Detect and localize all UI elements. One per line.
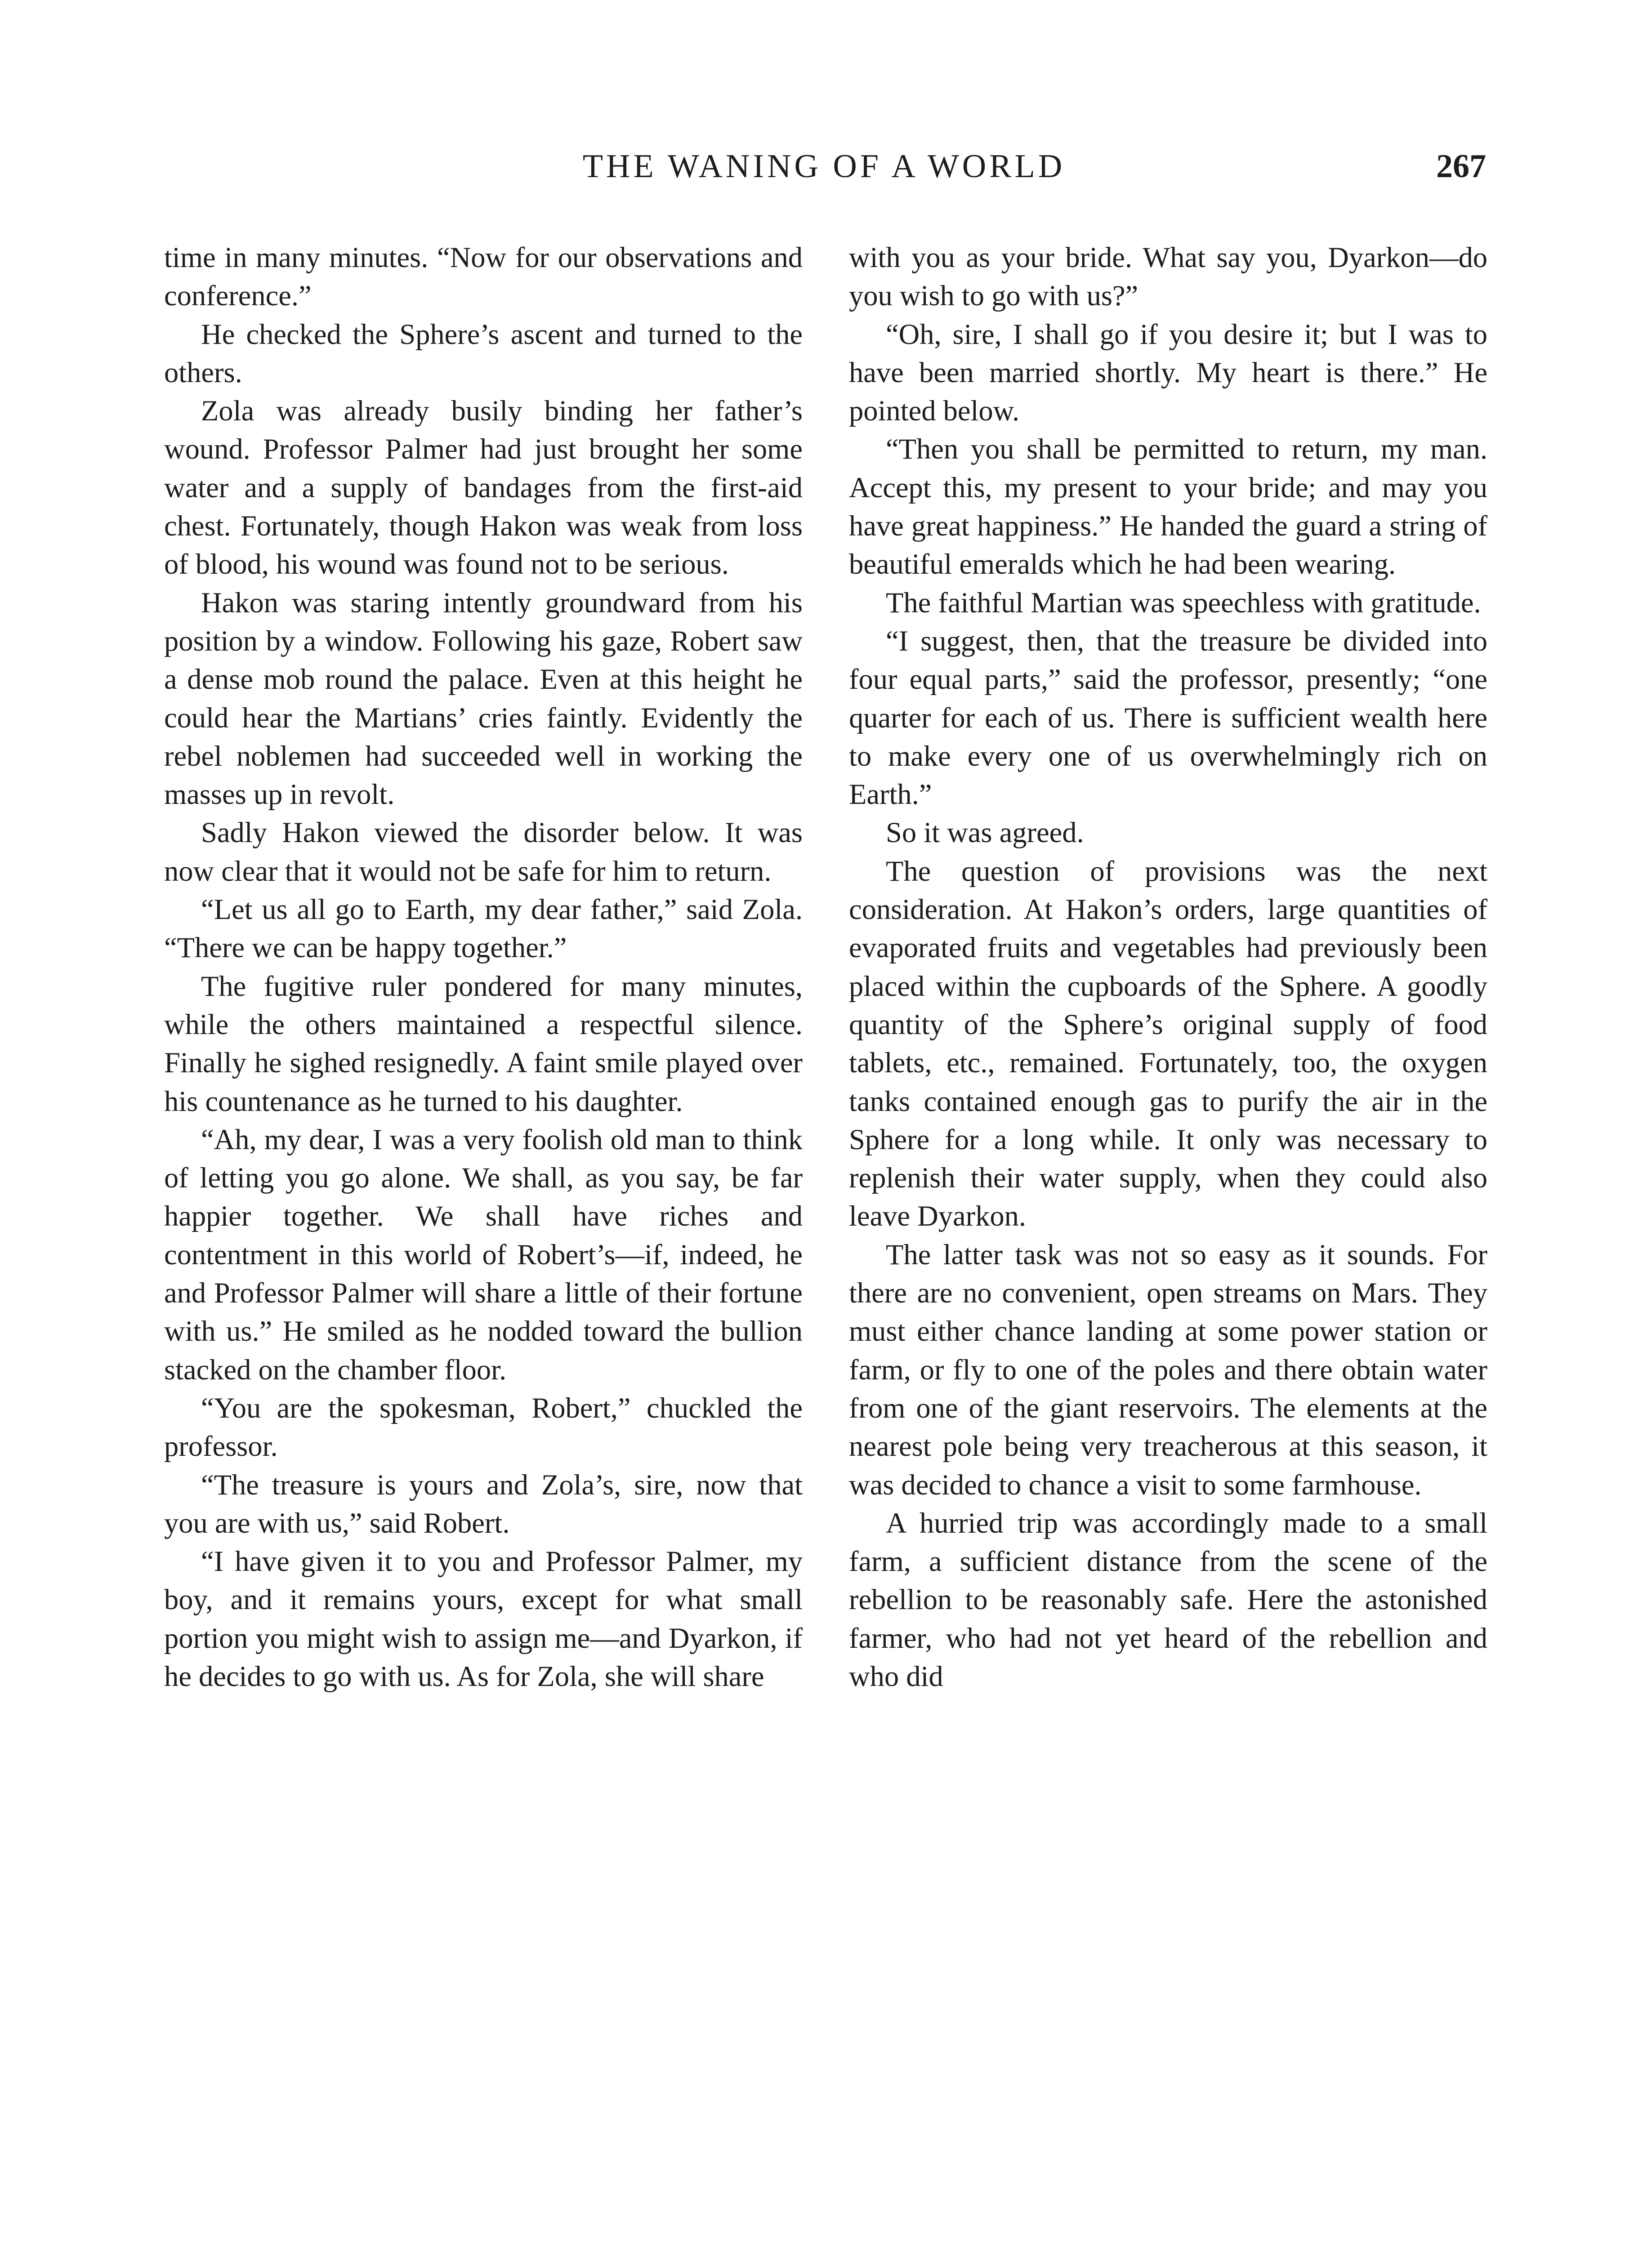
paragraph: with you as your bride. What say you, Dyarkon—do you wish to go with us?”	[849, 241, 1487, 312]
paragraph: Hakon was staring intently groundward from his position by a window. Following his gaze, Robert saw a dense mob round the palace. Even at this height he could hear the Martians’ cries faintly. Evidently the rebel noblemen had succeeded well in working the masses up in revolt.	[164, 586, 803, 811]
paragraph: A hurried trip was accordingly made to a small farm, a sufficient distance from the scene of the rebellion to be reasonably safe. Here the astonished farmer, who had not yet heard of the rebellion and who did	[849, 1507, 1487, 1692]
paragraph: “I suggest, then, that the treasure be divided into four equal parts,” said the professor, presently; “one quarter for each of us. There is sufficient wealth here to make every one of us overwhelmingly rich on Earth.”	[849, 624, 1487, 811]
running-title: THE WANING OF A WORLD	[582, 148, 1066, 185]
paragraph: The faithful Martian was speechless with gratitude.	[886, 586, 1481, 619]
paragraph: He checked the Sphere’s ascent and turned to the others.	[164, 318, 803, 388]
paragraph: So it was agreed.	[886, 816, 1084, 849]
paragraph: “You are the spokesman, Robert,” chuckled the professor.	[164, 1392, 803, 1463]
right-column	[849, 238, 1487, 2248]
paragraph: time in many minutes. “Now for our observations and conference.”	[164, 241, 803, 312]
paragraph: “Let us all go to Earth, my dear father,” said Zola. “There we can be happy together.”	[164, 893, 803, 964]
running-header	[162, 144, 1486, 198]
page-number: 267	[1436, 148, 1486, 185]
left-column	[164, 238, 803, 2248]
paragraph: Sadly Hakon viewed the disorder below. It was now clear that it would not be safe for him to return.	[164, 816, 803, 887]
paragraph: “Then you shall be permitted to return, my man. Accept this, my present to your bride; and may you have great happiness.” He handed the guard a string of beautiful emeralds which he had been wearing.	[849, 433, 1487, 580]
paragraph: The fugitive ruler pondered for many minutes, while the others maintained a respectful silence. Finally he sighed resignedly. A faint smile played over his countenance as he turned to his daughter.	[164, 970, 803, 1117]
paragraph: “I have given it to you and Professor Palmer, my boy, and it remains yours, except for what small portion you might wish to assign me—and Dyarkon, if he decides to go with us. As for Zola, she will share	[164, 1545, 803, 1692]
paragraph: The question of provisions was the next consideration. At Hakon’s orders, large quantities of evaporated fruits and vegetables had previously been placed within the cupboards of the Sphere. A goodly quantity of the Sphere’s original supply of food tablets, etc., remained. Fortunately, too, the oxygen tanks contained enough gas to purify the air in the Sphere for a long while. It only was necessary to replenish their water supply, when they could also leave Dyarkon.	[849, 855, 1487, 1232]
paragraph: “The treasure is yours and Zola’s, sire, now that you are with us,” said Robert.	[164, 1468, 803, 1539]
paragraph: Zola was already busily binding her father’s wound. Professor Palmer had just brought her some water and a supply of bandages from the first-aid chest. Fortunately, though Hakon was weak from loss of blood, his wound was found not to be serious.	[164, 395, 803, 580]
paragraph: “Ah, my dear, I was a very foolish old man to think of letting you go alone. We shall, as you say, be far happier together. We shall have riches and contentment in this world of Robert’s—if, indeed, he and Professor Palmer will share a little of their fortune with us.” He smiled as he nodded toward the bullion stacked on the chamber floor.	[164, 1123, 803, 1386]
paragraph: “Oh, sire, I shall go if you desire it; but I was to have been married shortly. My heart is there.” He pointed below.	[849, 318, 1487, 427]
paragraph: The latter task was not so easy as it sounds. For there are no convenient, open streams on Mars. They must either chance landing at some power station or farm, or fly to one of the poles and there obtain water from one of the giant reservoirs. The elements at the nearest pole being very treacherous at this season, it was decided to chance a visit to some farmhouse.	[849, 1238, 1487, 1501]
